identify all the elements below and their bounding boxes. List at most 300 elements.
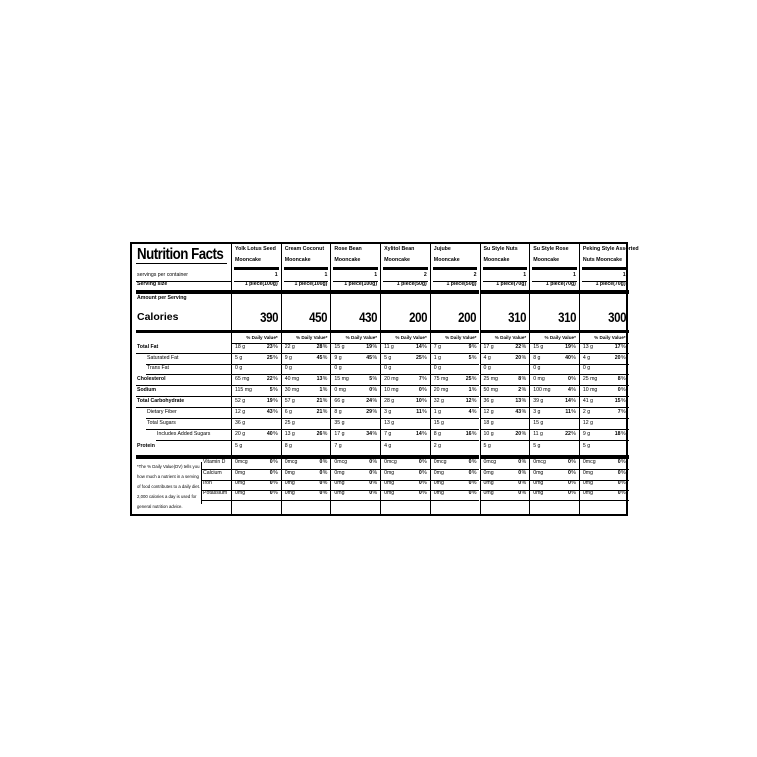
mineral-percent: 0 [418, 470, 422, 476]
amount-value: 0 g [483, 365, 491, 371]
percent-sign: % [273, 490, 278, 496]
rule [282, 429, 331, 430]
mineral-percent: 0 [617, 480, 621, 486]
protein-value: 5 g [582, 443, 591, 449]
daily-value-percent: 34 [366, 431, 373, 437]
mineral-percent: 0 [518, 459, 522, 465]
mineral-amount: 0mg [284, 480, 295, 486]
daily-value-header: % Daily Value* [594, 335, 626, 340]
daily-value-percent: 40 [266, 431, 273, 437]
mineral-percent: 0 [468, 459, 472, 465]
percent-sign: % [620, 409, 626, 415]
rule [381, 429, 430, 430]
amount-value: 0 g [582, 365, 591, 371]
product-column [380, 244, 430, 514]
daily-value-percent: 28 [316, 344, 323, 350]
amount-value: 5 g [384, 355, 392, 361]
daily-value-percent: 22 [565, 431, 571, 437]
title-rule [483, 267, 528, 270]
mineral-amount: 0mcg [483, 459, 497, 465]
amount-value: 9 g [334, 355, 342, 361]
servings-per-container: 1 [324, 272, 328, 278]
amount-value: 25 mg [483, 376, 498, 382]
rule [331, 353, 380, 354]
thick-rule [431, 290, 480, 294]
percent-sign: % [471, 459, 477, 465]
servings-per-container: 1 [274, 272, 278, 278]
daily-value-percent: 19 [266, 398, 273, 404]
daily-value-percent: 45 [316, 355, 323, 361]
rule [331, 418, 380, 419]
percent-sign: % [521, 480, 527, 486]
mineral-percent: 0 [617, 490, 621, 496]
mineral-amount: 0mg [235, 490, 246, 496]
product-name: Mooncake [533, 257, 560, 263]
rule [381, 407, 430, 408]
product-name: Mooncake [384, 257, 410, 263]
rule [530, 396, 579, 397]
mineral-amount: 0mg [433, 470, 444, 476]
daily-value-header: % Daily Value* [445, 335, 477, 340]
mineral-amount: 0mg [433, 490, 444, 496]
mineral-amount: 0mg [582, 480, 593, 486]
product-column [231, 244, 281, 514]
amount-value: 15 g [533, 344, 544, 350]
rule [580, 385, 629, 386]
product-name: Su Style Rose [533, 246, 569, 252]
percent-sign: % [322, 431, 328, 437]
mineral-amount: 0mcg [384, 459, 397, 465]
daily-value-percent: 7 [418, 376, 422, 382]
daily-value-percent: 19 [565, 344, 571, 350]
mineral-amount: 0mg [483, 490, 494, 496]
percent-sign: % [571, 431, 576, 437]
rule [282, 396, 331, 397]
rule [381, 353, 430, 354]
percent-sign: % [571, 344, 576, 350]
mineral-amount: 0mg [533, 490, 544, 496]
rule [232, 353, 281, 354]
percent-sign: % [620, 459, 626, 465]
rule [431, 407, 480, 408]
mineral-percent: 0 [518, 470, 522, 476]
amount-value: 17 g [483, 344, 494, 350]
thick-rule [580, 290, 629, 294]
daily-value-percent: 7 [617, 409, 621, 415]
percent-sign: % [571, 490, 576, 496]
amount-value: 20 mg [384, 376, 399, 382]
daily-value-percent: 20 [614, 355, 621, 361]
percent-sign: % [273, 387, 278, 393]
daily-value-percent: 0 [567, 376, 571, 382]
rule [232, 396, 281, 397]
amount-value: 25 g [284, 420, 295, 426]
percent-sign: % [273, 470, 278, 476]
daily-value-percent: 15 [614, 398, 621, 404]
amount-value: 30 mg [284, 387, 300, 393]
rule [331, 385, 380, 386]
amount-value: 17 g [334, 431, 345, 437]
amount-value: 8 g [533, 355, 541, 361]
rule [530, 500, 579, 501]
percent-sign: % [273, 431, 278, 437]
amount-value: 66 g [334, 398, 345, 404]
percent-sign: % [620, 470, 626, 476]
mineral-percent: 0 [269, 470, 273, 476]
servings-per-container-label: servings per container [137, 272, 189, 278]
rule [431, 440, 480, 441]
daily-value-percent: 21 [316, 398, 323, 404]
daily-value-percent: 40 [565, 355, 571, 361]
product-name: Jujube [433, 246, 451, 252]
amount-value: 39 g [533, 398, 544, 404]
mineral-percent: 0 [319, 490, 323, 496]
daily-value-percent: 29 [366, 409, 373, 415]
serving-size: 1 piece(70g) [595, 281, 626, 287]
percent-sign: % [620, 490, 626, 496]
amount-value: 18 g [483, 420, 494, 426]
protein-value: 5 g [533, 443, 541, 449]
amount-value: 50 mg [483, 387, 498, 393]
rule [146, 418, 231, 419]
product-column [579, 244, 639, 514]
rule [331, 500, 380, 501]
product-name: Mooncake [284, 257, 311, 263]
rule [232, 385, 281, 386]
rule [530, 385, 579, 386]
percent-sign: % [322, 490, 328, 496]
percent-sign: % [322, 409, 328, 415]
percent-sign: % [571, 409, 576, 415]
percent-sign: % [322, 344, 328, 350]
title-rule [284, 267, 329, 270]
percent-sign: % [422, 480, 427, 486]
rule [282, 418, 331, 419]
rule [530, 353, 579, 354]
medium-rule [136, 330, 231, 333]
title-rule [433, 267, 478, 270]
mineral-amount: 0mg [533, 470, 544, 476]
mineral-percent: 0 [369, 490, 373, 496]
rule [431, 500, 480, 501]
title-rule [532, 267, 577, 270]
percent-sign: % [422, 355, 427, 361]
daily-value-header: % Daily Value* [395, 335, 427, 340]
rule [530, 374, 579, 375]
product-name: Rose Bean [334, 246, 362, 252]
serving-size: 1 piece(50g) [396, 281, 427, 287]
amount-value: 7 g [384, 431, 392, 437]
amount-value: 0 g [235, 365, 243, 371]
daily-value-header: % Daily Value* [494, 335, 527, 340]
mineral-percent: 0 [468, 490, 472, 496]
mineral-percent: 0 [567, 470, 571, 476]
percent-sign: % [422, 431, 427, 437]
rule [232, 500, 281, 501]
amount-value: 22 g [284, 344, 295, 350]
rule [232, 374, 281, 375]
daily-value-percent: 0 [418, 387, 422, 393]
protein-value: 5 g [483, 443, 491, 449]
amount-value: 7 g [433, 344, 442, 350]
daily-value-header: % Daily Value* [295, 335, 328, 340]
protein-value: 4 g [384, 443, 392, 449]
rule [381, 385, 430, 386]
percent-sign: % [422, 409, 427, 415]
mineral-amount: 0mg [384, 480, 395, 486]
mineral-amount: 0mg [483, 470, 494, 476]
daily-value-percent: 26 [316, 431, 323, 437]
product-column [529, 244, 579, 514]
mineral-percent: 0 [468, 480, 472, 486]
title-rule [582, 267, 627, 270]
rule [481, 396, 530, 397]
amount-value: 40 mg [284, 376, 300, 382]
calories-value: 200 [408, 310, 427, 325]
percent-sign: % [422, 459, 427, 465]
medium-rule [232, 330, 281, 333]
mineral-amount: 0mcg [235, 459, 248, 465]
mineral-amount: 0mg [582, 470, 593, 476]
percent-sign: % [422, 398, 427, 404]
rule [580, 440, 629, 441]
percent-sign: % [372, 344, 378, 350]
calories-value: 450 [309, 310, 328, 325]
amount-value: 8 g [433, 431, 442, 437]
daily-value-percent: 25 [465, 376, 472, 382]
product-column [281, 244, 331, 514]
daily-value-percent: 14 [416, 344, 422, 350]
mineral-amount: 0mg [334, 480, 345, 486]
percent-sign: % [571, 470, 576, 476]
nutrition-facts-label [130, 242, 639, 516]
medium-rule [431, 330, 480, 333]
rule [481, 353, 530, 354]
percent-sign: % [322, 376, 328, 382]
amount-value: 75 mg [433, 376, 449, 382]
amount-value: 12 g [483, 409, 494, 415]
medium-rule [282, 330, 331, 333]
added-sugars-label: Includes Added Sugars [157, 431, 211, 437]
percent-sign: % [273, 480, 278, 486]
amount-value: 8 g [334, 409, 342, 415]
product-name: Xylitol Bean [384, 246, 415, 252]
amount-value: 11 g [533, 431, 543, 437]
mineral-amount: 0mcg [433, 459, 447, 465]
mineral-amount: 0mg [334, 470, 345, 476]
percent-sign: % [273, 459, 278, 465]
serving-size: 1 piece(100g) [294, 281, 328, 287]
rule [580, 374, 629, 375]
daily-value-percent: 24 [366, 398, 373, 404]
daily-value-percent: 8 [518, 376, 522, 382]
amount-value: 4 g [483, 355, 491, 361]
percent-sign: % [471, 387, 477, 393]
trans-fat-label: Trans Fat [147, 365, 170, 371]
rule [201, 500, 231, 501]
percent-sign: % [372, 398, 378, 404]
rule [331, 440, 380, 441]
mineral-percent: 0 [518, 480, 522, 486]
percent-sign: % [322, 398, 328, 404]
amount-value: 13 g [582, 344, 593, 350]
percent-sign: % [422, 470, 427, 476]
amount-value: 15 g [433, 420, 444, 426]
percent-sign: % [521, 398, 527, 404]
protein-value: 8 g [284, 443, 292, 449]
medium-rule [530, 330, 579, 333]
rule [481, 385, 530, 386]
amount-value: 41 g [582, 398, 593, 404]
daily-value-percent: 25 [266, 355, 273, 361]
amount-value: 100 mg [533, 387, 551, 393]
mineral-amount: 0mg [384, 470, 395, 476]
title-rule [383, 267, 428, 270]
mineral-amount: 0mg [582, 490, 593, 496]
daily-value-percent: 11 [565, 409, 571, 415]
percent-sign: % [471, 470, 477, 476]
rule [136, 396, 231, 397]
daily-value-percent: 20 [515, 355, 522, 361]
percent-sign: % [471, 480, 477, 486]
daily-value-percent: 12 [465, 398, 472, 404]
mineral-percent: 0 [418, 480, 422, 486]
mineral-amount: 0mcg [533, 459, 546, 465]
amount-value: 1 g [433, 409, 442, 415]
serving-size-label: Serving size [137, 281, 168, 287]
daily-value-percent: 13 [316, 376, 323, 382]
amount-value: 6 g [284, 409, 292, 415]
percent-sign: % [372, 387, 378, 393]
footnote-line: how much a nutrient in a serving [137, 474, 199, 479]
mineral-amount: 0mg [433, 480, 444, 486]
rule [232, 429, 281, 430]
percent-sign: % [521, 376, 527, 382]
rule [282, 407, 331, 408]
mineral-percent: 0 [468, 470, 472, 476]
mineral-percent: 0 [269, 459, 273, 465]
product-name: Nuts Mooncake [582, 257, 623, 263]
product-name: Mooncake [483, 257, 510, 263]
mineral-amount: 0mg [483, 480, 494, 486]
product-name: Mooncake [433, 257, 460, 263]
saturated-fat-label: Saturated Fat [147, 355, 179, 361]
percent-sign: % [571, 459, 576, 465]
mineral-percent: 0 [567, 480, 571, 486]
thick-rule [481, 290, 530, 294]
rule [331, 407, 380, 408]
percent-sign: % [422, 376, 427, 382]
rule [381, 396, 430, 397]
daily-value-percent: 19 [366, 344, 373, 350]
percent-sign: % [620, 355, 626, 361]
percent-sign: % [571, 480, 576, 486]
rule [232, 418, 281, 419]
percent-sign: % [322, 387, 328, 393]
rule [431, 396, 480, 397]
rule [381, 374, 430, 375]
percent-sign: % [571, 387, 576, 393]
percent-sign: % [571, 376, 576, 382]
percent-sign: % [471, 398, 477, 404]
percent-sign: % [571, 398, 576, 404]
amount-value: 13 g [284, 431, 295, 437]
rule [146, 374, 231, 375]
percent-sign: % [322, 459, 328, 465]
rule [580, 429, 629, 430]
rule [481, 429, 530, 430]
percent-sign: % [620, 387, 626, 393]
percent-sign: % [571, 355, 576, 361]
amount-value: 52 g [235, 398, 246, 404]
daily-value-percent: 9 [468, 344, 472, 350]
product-name: Peking Style Assorted [582, 246, 639, 252]
rule [530, 440, 579, 441]
amount-value: 3 g [533, 409, 541, 415]
daily-value-header: % Daily Value* [544, 335, 576, 340]
daily-value-percent: 1 [319, 387, 323, 393]
percent-sign: % [471, 409, 477, 415]
percent-sign: % [620, 398, 626, 404]
mineral-percent: 0 [269, 490, 273, 496]
rule [481, 500, 530, 501]
rule [232, 440, 281, 441]
amount-value: 20 mg [433, 387, 449, 393]
rule [381, 500, 430, 501]
rule [431, 353, 480, 354]
amount-value: 15 g [533, 420, 544, 426]
serving-size: 1 piece(100g) [244, 281, 278, 287]
amount-value: 4 g [582, 355, 591, 361]
rule [282, 500, 331, 501]
amount-value: 12 g [582, 420, 593, 426]
rule [136, 385, 231, 386]
protein-value: 5 g [235, 443, 243, 449]
rule [282, 353, 331, 354]
amount-per-serving-label: Amount per Serving [137, 295, 187, 301]
potassium-label: Potassium [203, 490, 228, 496]
calories-value: 310 [557, 310, 576, 325]
daily-value-percent: 4 [567, 387, 571, 393]
percent-sign: % [322, 355, 328, 361]
protein-value: 7 g [334, 443, 342, 449]
mineral-amount: 0mg [235, 480, 246, 486]
daily-value-percent: 16 [465, 431, 472, 437]
percent-sign: % [372, 409, 378, 415]
calories-label: Calories [137, 311, 179, 323]
rule [431, 418, 480, 419]
amount-value: 9 g [582, 431, 591, 437]
title-rule [136, 263, 227, 264]
percent-sign: % [620, 480, 626, 486]
daily-value-percent: 0 [617, 387, 621, 393]
amount-value: 15 mg [334, 376, 349, 382]
product-column [480, 244, 530, 514]
servings-per-container: 1 [523, 272, 527, 278]
mineral-amount: 0mg [384, 490, 395, 496]
rule [530, 418, 579, 419]
amount-value: 11 g [384, 344, 394, 350]
rule [481, 374, 530, 375]
footnote-line: of food contributes to a daily diet. [137, 484, 201, 489]
rule [580, 396, 629, 397]
percent-sign: % [620, 376, 626, 382]
rule [282, 440, 331, 441]
daily-value-percent: 14 [565, 398, 571, 404]
calories-value: 300 [607, 310, 626, 325]
thick-rule [232, 290, 281, 294]
servings-per-container: 1 [622, 272, 626, 278]
